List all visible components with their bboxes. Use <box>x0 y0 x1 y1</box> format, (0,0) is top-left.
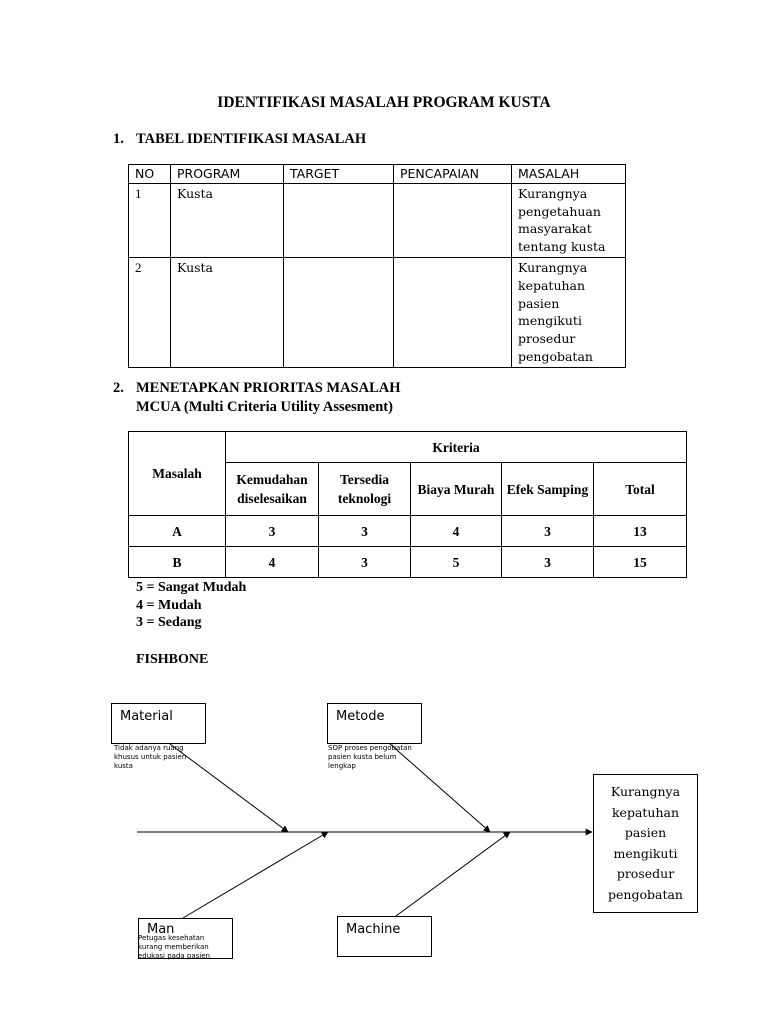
table2-criteria-biaya: Biaya Murah <box>411 463 502 516</box>
table2-header-kriteria: Kriteria <box>226 432 687 463</box>
machine-bone <box>396 832 510 916</box>
legend-item: 5 = Sangat Mudah <box>136 580 247 595</box>
table2-row-label: A <box>129 516 226 547</box>
table2-cell-total: 15 <box>594 547 687 578</box>
table2-criteria-efek: Efek Samping <box>502 463 594 516</box>
table2-criteria-kemudahan: Kemudahan diselesaikan <box>226 463 319 516</box>
table1-cell-no: 1 <box>129 183 171 257</box>
section2-number: 2. <box>113 380 124 396</box>
table2-cell: 3 <box>502 547 594 578</box>
table2-cell: 3 <box>502 516 594 547</box>
document-title: IDENTIFIKASI MASALAH PROGRAM KUSTA <box>217 94 551 111</box>
man-bone <box>183 832 328 918</box>
table2-criteria-teknologi: Tersedia teknologi <box>319 463 411 516</box>
legend-item: 4 = Mudah <box>136 597 202 613</box>
table1-header-no: NO <box>129 165 171 184</box>
table2-cell: 3 <box>319 516 411 547</box>
table2-cell: 3 <box>319 547 411 578</box>
table2-cell-total: 13 <box>594 516 687 547</box>
table2-header-masalah: Masalah <box>129 432 226 516</box>
table2-criteria-total: Total <box>594 463 687 516</box>
material-cause: Tidak adanya ruang khusus untuk pasien kusta <box>114 744 187 770</box>
table1-cell-masalah: Kurangnya kepatuhan pasien mengikuti prosedur pengobatan <box>512 257 626 367</box>
table1-cell-program: Kusta <box>171 257 284 367</box>
man-cause: Petugas kesehatan kurang memberikan edukasi pada pasien <box>138 934 210 960</box>
metode-box: Metode <box>327 703 422 744</box>
table2-cell: 4 <box>411 516 502 547</box>
table1-header-masalah: MASALAH <box>512 165 626 184</box>
machine-box: Machine <box>337 916 432 957</box>
material-box: Material <box>111 703 206 744</box>
table1-header-target: TARGET <box>284 165 394 184</box>
table1-header-program: PROGRAM <box>171 165 284 184</box>
legend-item: 3 = Sedang <box>136 615 202 630</box>
table1-header-pencapaian: PENCAPAIAN <box>394 165 512 184</box>
table2-cell: 5 <box>411 547 502 578</box>
effect-box: Kurangnya kepatuhan pasien mengikuti prosedur pengobatan <box>593 774 698 913</box>
section1-number: 1. <box>113 131 124 147</box>
fishbone-title: FISHBONE <box>136 652 209 667</box>
section1-title: TABEL IDENTIFIKASI MASALAH <box>136 131 367 147</box>
table1-cell-masalah: Kurangnya pengetahuan masyarakat tentang kusta <box>512 183 626 257</box>
section2-title: MENETAPKAN PRIORITAS MASALAH <box>136 380 401 396</box>
table2-cell: 4 <box>226 547 319 578</box>
table2-row-label: B <box>129 547 226 578</box>
metode-cause: SOP proses pengobatan pasien kusta belum lengkap <box>328 744 412 770</box>
table1-cell-no: 2 <box>129 257 171 367</box>
man-box: Man <box>138 918 233 959</box>
table2-cell: 3 <box>226 516 319 547</box>
table1-cell-program: Kusta <box>171 183 284 257</box>
section2-subtitle: MCUA (Multi Criteria Utility Assesment) <box>136 399 393 415</box>
